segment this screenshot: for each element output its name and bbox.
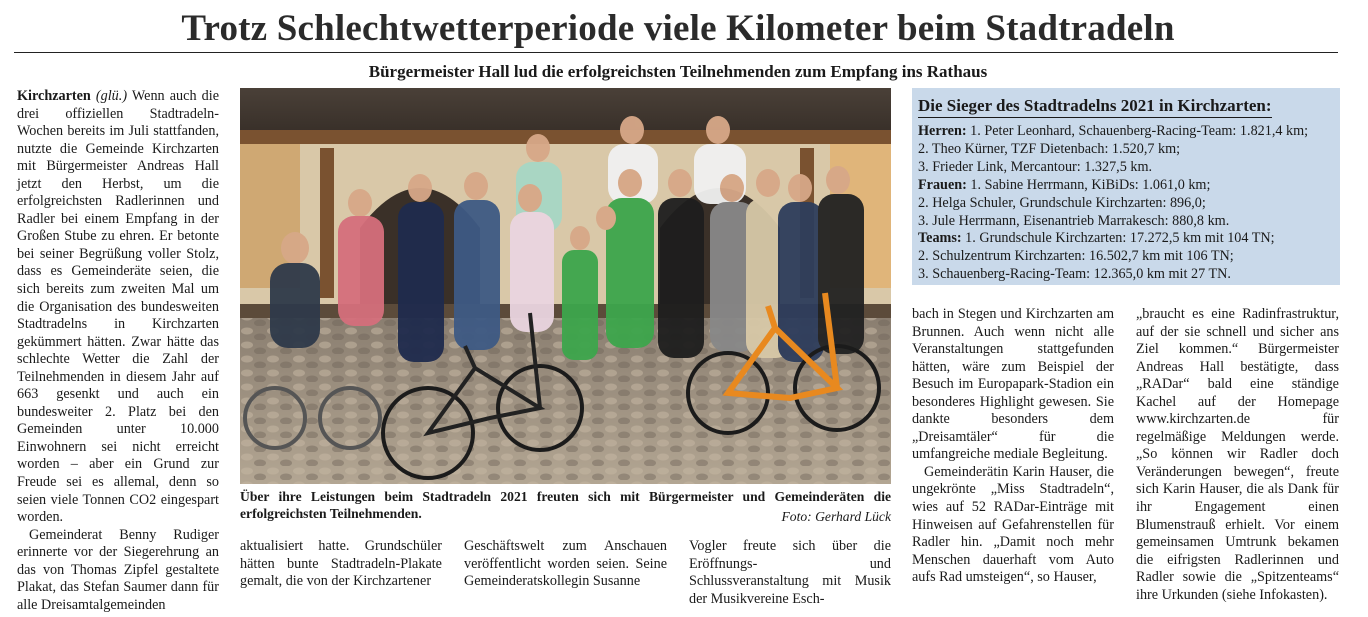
headline-rule xyxy=(14,52,1338,53)
infobox-list xyxy=(918,123,1332,284)
infobox-line xyxy=(918,213,1332,231)
infobox-line xyxy=(918,266,1332,284)
article-photo xyxy=(240,88,891,484)
article-column-2 xyxy=(240,538,442,591)
column-2-text: aktualisiert hatte. Grundschüler hätten bunte Stadtradeln-Plakate gemalt, die von der Kirchzartener xyxy=(240,538,442,590)
infobox-entry-text: 3. Frieder Link, Mercantour: 1.327,5 km. xyxy=(918,158,1153,175)
infobox-line xyxy=(918,159,1332,177)
column-6-text: „braucht es eine Radinfrastruktur, auf der sie schnell und sicher ans Ziel kommen.“ Bürgermeister Andreas Hall bestätigte, dass „RADar“ bald eine ständige Kachel auf der Homepage www.kirchzarten.de für regelmäßige Meldungen werde. „So können wir Radler doch Veränderungen bewegen“, freute sich Karin Hauser, die als Dank für ihr Engagement einen Blumenstrauß erhielt. Vor einem gemeinsamen Umtrunk bekamen die eifrigsten Radlerinnen und Radler sowie die „Spitzenteams“ ihre Urkunden (siehe Infokasten). xyxy=(1136,306,1339,603)
column-5-paragraph-2: Gemeinderätin Karin Hauser, die ungekrönte „Miss Stadtradeln“, wies auf 52 RADar-Einträge mit Hinweisen auf Gefahrenstellen für Radler hin. „Damit noch mehr Menschen dauerhaft vom Auto aufs Rad umsteigen“, so Hauser, xyxy=(912,463,1114,586)
infobox-category-label: Teams: xyxy=(918,230,962,247)
article-headline: Trotz Schlechtwetterperiode viele Kilometer beim Stadtradeln xyxy=(181,8,1175,49)
infobox-entry-text: 3. Schauenberg-Racing-Team: 12.365,0 km mit 27 TN. xyxy=(918,266,1231,283)
column-5-paragraph-1: bach in Stegen und Kirchzarten am Brunnen. Auch wenn nicht alle Veranstaltungen stattgefunden hätten, wäre zum Beispiel der Besuch im Europapark-Stadion ein besonderes Highlight gewesen. Sie dankte besonders dem „Dreisamtäler“ für die umfangreiche mediale Begleitung. xyxy=(912,306,1114,463)
infobox-line xyxy=(918,123,1332,141)
infobox-line xyxy=(918,141,1332,159)
infobox-line xyxy=(918,248,1332,266)
photo-credit: Foto: Gerhard Lück xyxy=(781,509,891,524)
infobox-category-label: Frauen: xyxy=(918,176,967,193)
article-column-5 xyxy=(912,306,1114,587)
column-4-text: Vogler freute sich über die Eröffnungs- und Schlussveranstaltung mit Musik der Musikvereine Esch- xyxy=(689,538,891,607)
dateline-place: Kirchzarten xyxy=(17,88,91,104)
column-1-paragraph-2: Gemeinderat Benny Rudiger erinnerte vor der Siegerehrung an das von Thomas Zipfel gestaltete Plakat, das Stefan Saumer dann für alle Dreisamtalgemeinden xyxy=(17,526,219,613)
infobox-entry-text: 1. Grundschule Kirchzarten: 17.272,5 km mit 104 TN; xyxy=(961,230,1275,247)
article-column-3 xyxy=(464,538,667,591)
winners-infobox xyxy=(912,88,1340,285)
infobox-category-label: Herren: xyxy=(918,123,967,139)
infobox-line xyxy=(918,195,1332,213)
infobox-entry-text: 1. Sabine Herrmann, KiBiDs: 1.061,0 km; xyxy=(966,176,1211,193)
photo-caption: Über ihre Leistungen beim Stadtradeln 2021 freuten sich mit Bürgermeister und Gemeinderäten die erfolgreichsten Teilnehmenden. xyxy=(240,489,891,521)
infobox-entry-text: 2. Schulzentrum Kirchzarten: 16.502,7 km mit 106 TN; xyxy=(918,248,1234,265)
infobox-line xyxy=(918,230,1332,248)
column-3-text: Geschäftswelt zum Anschauen veröffentlicht worden seien. Seine Gemeinderatskollegin Susanne xyxy=(464,538,667,590)
infobox-entry-text: 2. Helga Schuler, Grundschule Kirchzarten: 896,0; xyxy=(918,194,1206,211)
column-1-text: Wenn auch die drei offiziellen Stadtradeln-Wochen bereits im Juli stattfanden, nutzte die Gemeinde Kirchzarten mit Bürgermeister Andreas Hall jetzt den Herbst, um die erfolgreichsten Radlerinnen und Radler bei einem Empfang in der Großen Stube zu ehren. Er betonte bei seiner Begrüßung voller Stolz, dass es Gemeinderäte seien, die sich bereits zum zweiten Mal um die Organisation des bundesweiten Stadtradelns in Kirchzarten gekümmert hätten. Zwar hätte das schlechte Wetter die Zahl der Teilnehmenden in diesem Jahr auf 663 gesenkt und auch ein bundesweiter 2. Platz bei den Gemeinden unter 10.000 Einwohnern sei nicht erreicht worden – aber ein Grund zur Freude sei es allemal, denn so seien viele Tonnen CO2 eingespart worden. xyxy=(17,88,219,526)
infobox-entry-text: 2. Theo Kürner, TZF Dietenbach: 1.520,7 km; xyxy=(918,140,1181,157)
column-1-paragraph-1 xyxy=(17,88,219,527)
infobox-line xyxy=(918,177,1332,195)
infobox-entry-text: 3. Jule Herrmann, Eisenantrieb Marrakesch: 880,8 km. xyxy=(918,212,1230,229)
group-photo-illustration xyxy=(240,88,891,484)
author-initials: (glü.) xyxy=(95,88,128,104)
infobox-entry-text: 1. Peter Leonhard, Schauenberg-Racing-Team: 1.821,4 km; xyxy=(966,123,1309,139)
article-column-4 xyxy=(689,538,891,608)
article-column-6 xyxy=(1136,306,1339,604)
article-subheadline: Bürgermeister Hall lud die erfolgreichsten Teilnehmenden zum Empfang ins Rathaus xyxy=(368,62,988,81)
article-column-1 xyxy=(17,88,219,614)
infobox-title: Die Sieger des Stadtradelns 2021 in Kirchzarten: xyxy=(918,96,1272,118)
